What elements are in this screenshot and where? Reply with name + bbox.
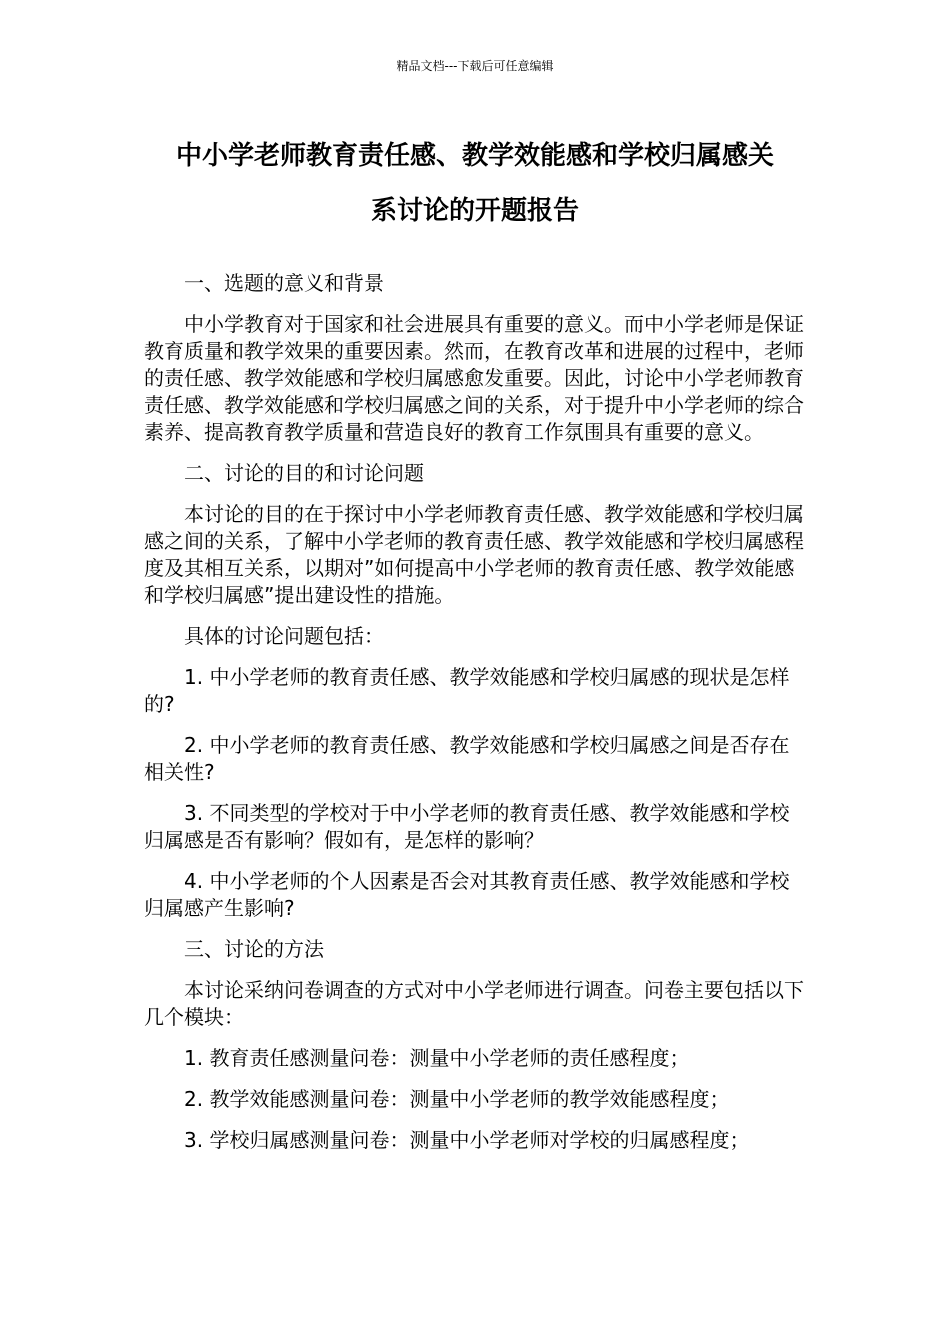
paragraph-purpose: 本讨论的目的在于探讨中小学老师教育责任感、教学效能感和学校归属感之间的关系，了解中小学老师的教育责任感、教学效能感和学校归属感程度及其相互关系，以期对”如何提高中小学老师的教育责任感、教学效能感和学校归属感”提出建设性的措施。 <box>144 502 804 607</box>
question-item-3: 3. 不同类型的学校对于中小学老师的教育责任感、教学效能感和学校归属感是否有影响？假如有，是怎样的影响？ <box>144 801 790 852</box>
header-note: 精品文档---下载后可任意编辑 <box>396 59 554 73</box>
paragraph-significance: 中小学教育对于国家和社会进展具有重要的意义。而中小学老师是保证教育质量和教学效果的重要因素。然而，在教育改革和进展的过程中，老师的责任感、教学效能感和学校归属感愈发重要。因此，讨论中小学老师教育责任感、教学效能感和学校归属感之间的关系，对于提升中小学老师的综合素养、提高教育教学质量和营造良好的教育工作氛围具有重要的意义。 <box>144 312 804 444</box>
document-title-line-1: 中小学老师教育责任感、教学效能感和学校归属感关 <box>175 141 774 171</box>
question-item-2: 2. 中小学老师的教育责任感、教学效能感和学校归属感之间是否存在相关性? <box>144 733 790 784</box>
paragraph-method: 本讨论采纳问卷调查的方式对中小学老师进行调查。问卷主要包括以下几个模块： <box>144 978 804 1029</box>
section-heading-method: 三、讨论的方法 <box>184 937 324 961</box>
section-heading-purpose: 二、讨论的目的和讨论问题 <box>184 461 424 485</box>
document-body <box>144 270 806 1168</box>
section-heading-significance: 一、选题的意义和背景 <box>184 271 384 295</box>
document-title-line-2: 系讨论的开题报告 <box>370 196 579 226</box>
question-item-1: 1. 中小学老师的教育责任感、教学效能感和学校归属感的现状是怎样的? <box>144 665 790 716</box>
paragraph-questions-intro: 具体的讨论问题包括： <box>184 624 384 648</box>
method-item-2: 2. 教学效能感测量问卷：测量中小学老师的教学效能感程度； <box>184 1087 730 1111</box>
method-item-1: 1. 教育责任感测量问卷：测量中小学老师的责任感程度； <box>184 1046 690 1070</box>
method-item-3: 3. 学校归属感测量问卷：测量中小学老师对学校的归属感程度； <box>184 1128 750 1152</box>
question-item-4: 4. 中小学老师的个人因素是否会对其教育责任感、教学效能感和学校归属感产生影响? <box>144 869 790 920</box>
